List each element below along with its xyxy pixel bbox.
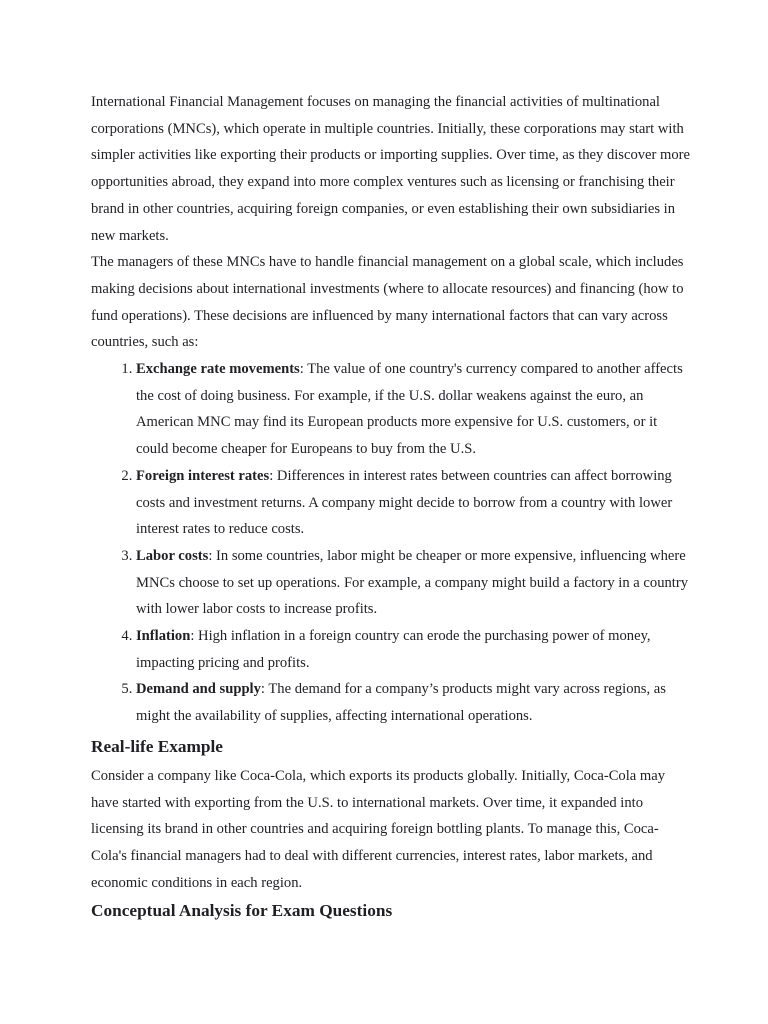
factor-text: : Differences in interest rates between countries can affect borrowing costs and investment returns. A company might decide to borrow from a country with lower interest rates to reduce costs. (136, 467, 673, 538)
example-paragraph: Consider a company like Coca-Cola, which exports its products globally. Initially, Coca-Cola may have started with exporting from the U.S. to international markets. Over time, it expanded into licensing its brand in other countries and acquiring foreign bottling plants. To manage this, Coca-Cola's financial managers had to deal with different currencies, interest rates, labor markets, and economic conditions in each region. (91, 767, 666, 891)
factor-term: Exchange rate movements (136, 361, 300, 378)
intro-paragraph-2: The managers of these MNCs have to handle financial management on a global scale, which includes making decisions about international investments (where to allocate resources) and financing (how to fund operations). These decisions are influenced by many international factors that can vary across countries, such as: (91, 254, 684, 351)
factor-text: : The value of one country's currency compared to another affects the cost of doing business. For example, if the U.S. dollar weakens against the euro, an American MNC may find its European products more expensive for U.S. customers, or it could become cheaper for Europeans to buy from the U.S. (136, 361, 683, 458)
factor-text: : The demand for a company’s products might vary across regions, as might the availability of supplies, affecting international operations. (136, 681, 666, 725)
factors-list (91, 356, 691, 730)
document-page (91, 89, 691, 927)
factor-item-labor-costs (136, 543, 691, 623)
example-heading: Real-life Example (91, 736, 223, 756)
analysis-heading: Conceptual Analysis for Exam Questions (91, 901, 393, 921)
factor-term: Foreign interest rates (136, 467, 270, 484)
factor-item-interest-rates (136, 463, 691, 543)
factor-item-inflation (136, 623, 691, 676)
factor-item-demand-supply (136, 676, 691, 729)
factor-term: Labor costs (136, 547, 209, 564)
factor-text: : In some countries, labor might be cheaper or more expensive, influencing where MNCs choose to set up operations. For example, a company might build a factory in a country with lower labor costs to increase profits. (136, 547, 689, 618)
intro-paragraph-1: International Financial Management focuses on managing the financial activities of multinational corporations (MNCs), which operate in multiple countries. Initially, these corporations may start with simpler activities like exporting their products or importing supplies. Over time, as they discover more opportunities abroad, they expand into more complex ventures such as licensing or franchising their brand in other countries, acquiring foreign companies, or even establishing their own subsidiaries in new markets. (91, 94, 691, 244)
factor-item-exchange-rate (136, 356, 691, 463)
factor-term: Inflation (136, 628, 191, 645)
factor-text: : High inflation in a foreign country can erode the purchasing power of money, impacting pricing and profits. (136, 628, 651, 671)
factor-term: Demand and supply (136, 681, 261, 698)
